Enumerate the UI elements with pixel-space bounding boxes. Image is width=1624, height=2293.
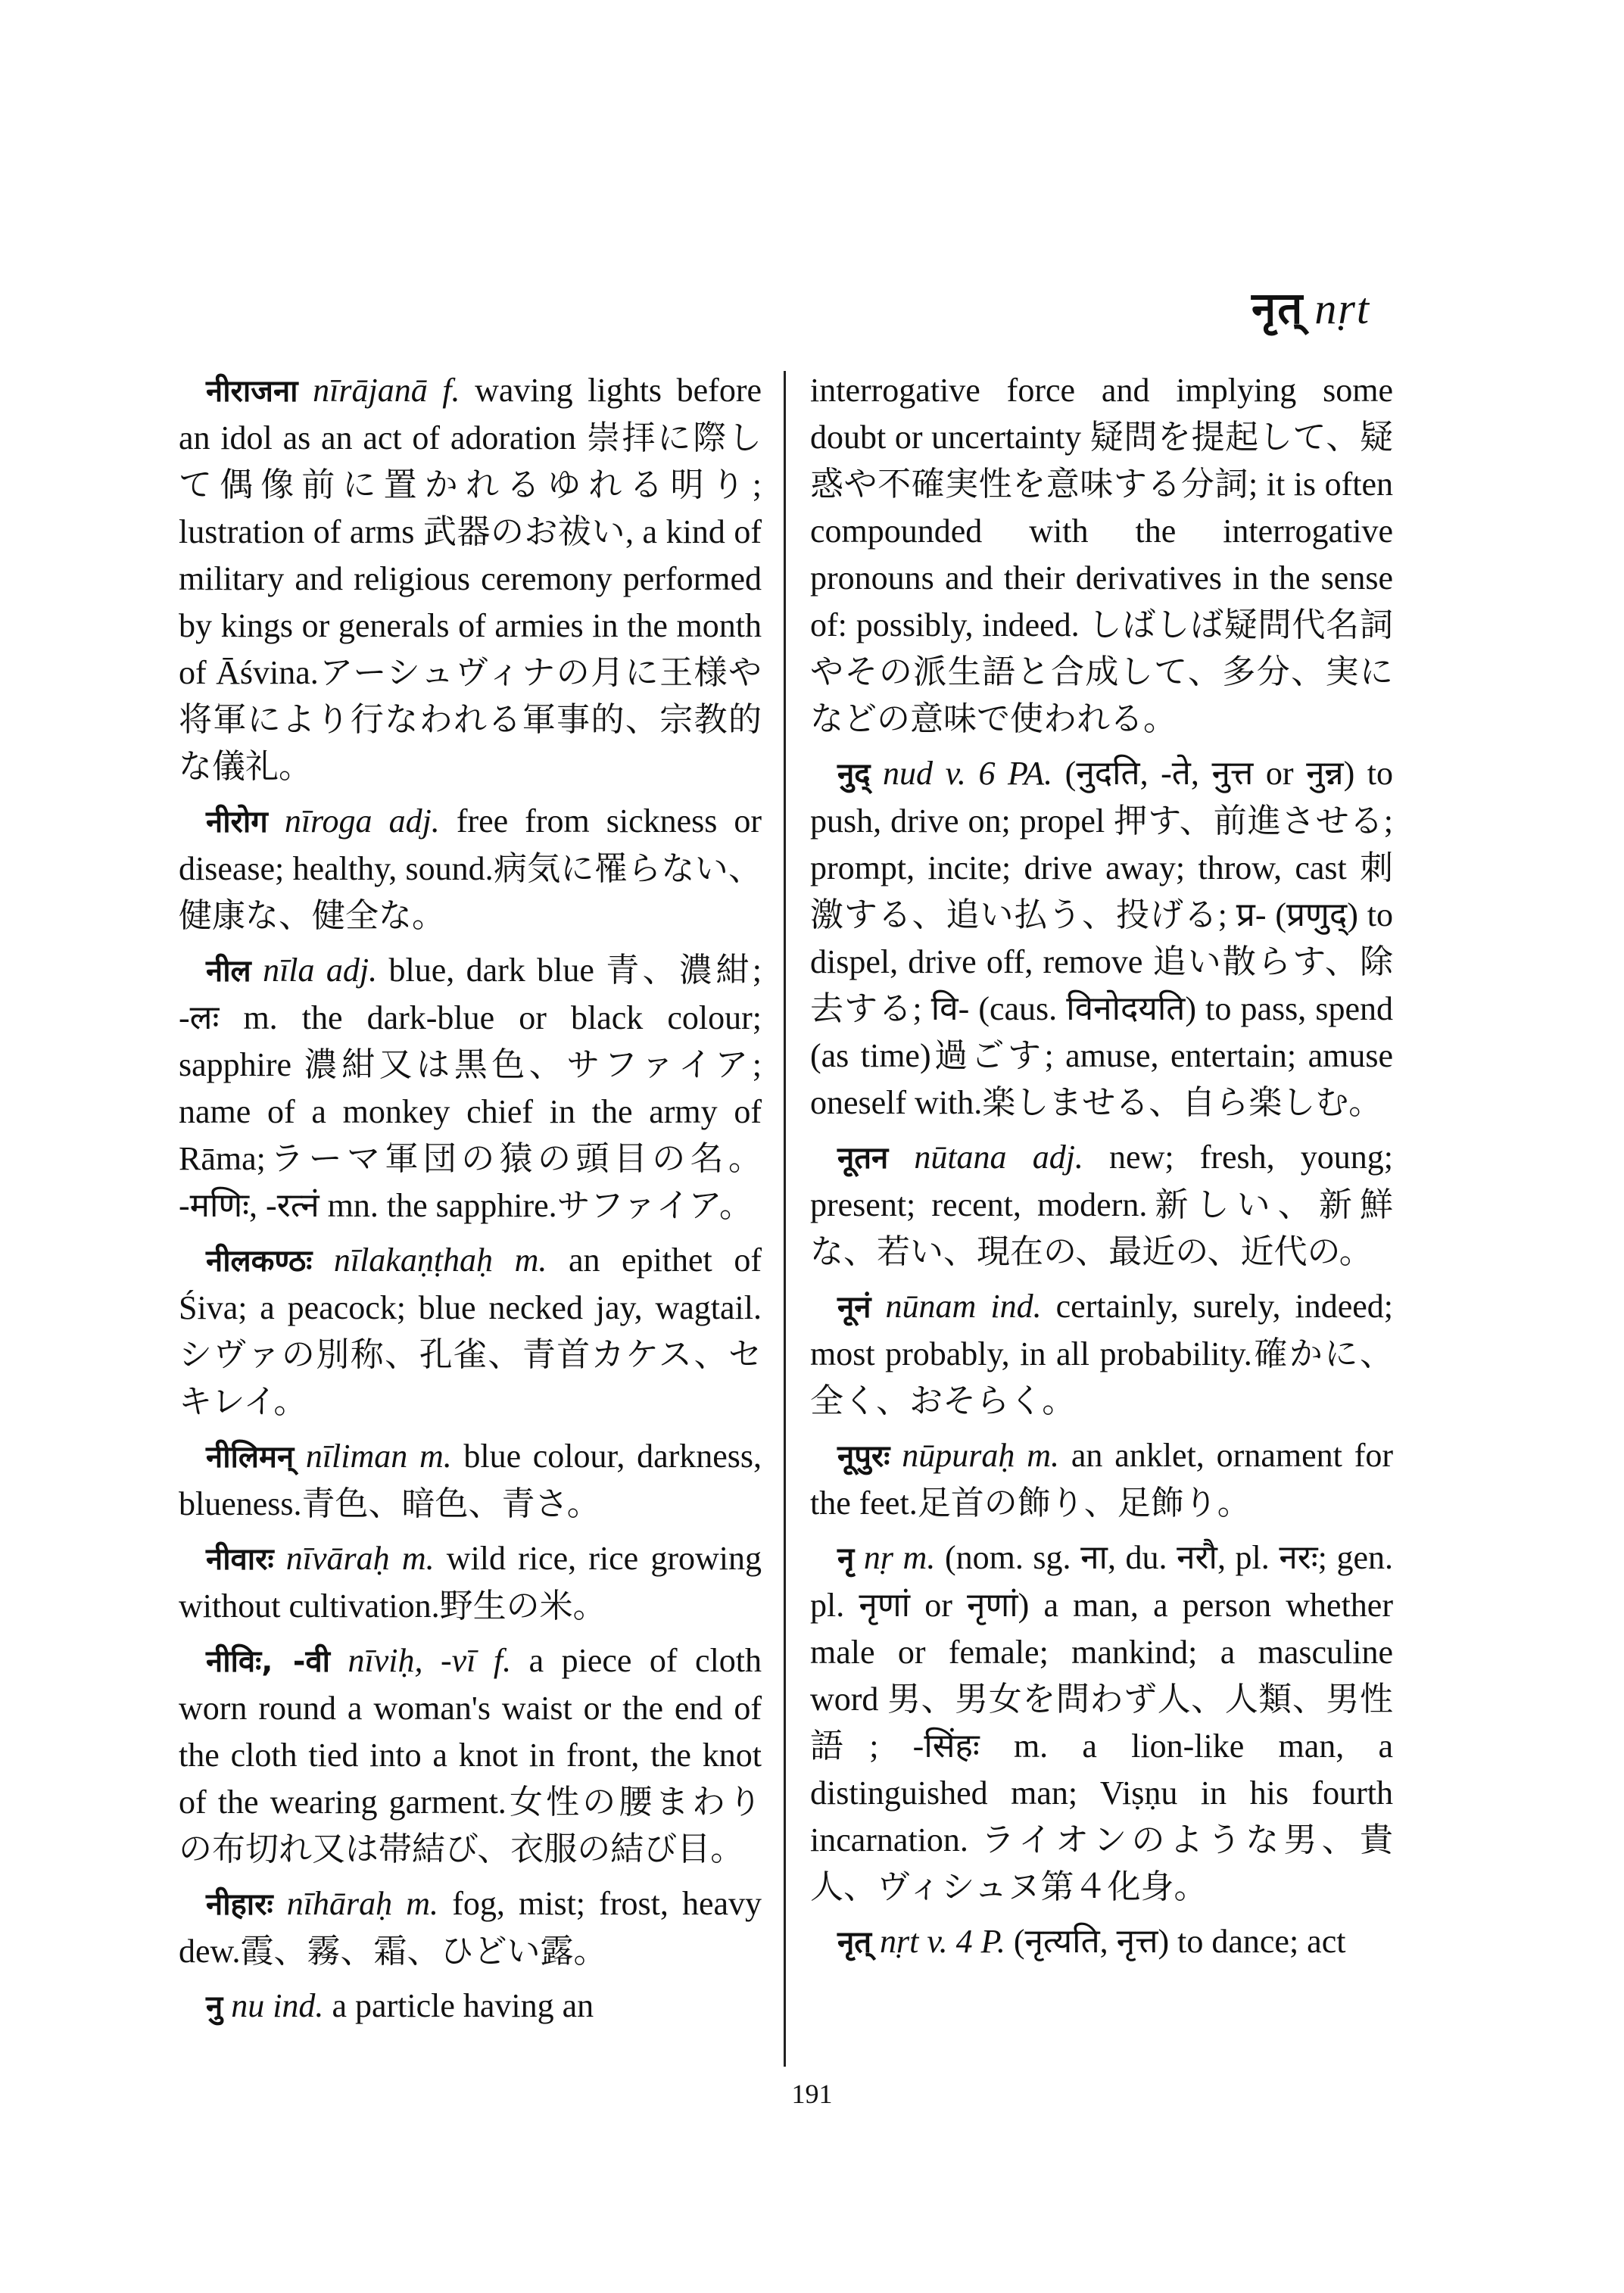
transliteration: nīla	[263, 952, 315, 989]
transliteration: nud	[883, 755, 934, 792]
running-head-devanagari: नृत्	[1252, 282, 1304, 334]
headword: नृ	[837, 1541, 855, 1576]
left-column	[179, 367, 762, 2038]
definition: new; fresh, young; present; recent, modern.新しい、新鮮な、若い、現在の、最近の、近代の。	[810, 1139, 1394, 1270]
transliteration: nīrājanā	[313, 372, 428, 409]
definition: a piece of cloth worn round a woman's waist or the end of the cloth tied into a knot in front, the knot of the wearing garment.女性の腰まわりの布切れ又は帯結び、衣服の結び目。	[179, 1642, 762, 1868]
grammar-label: m.	[401, 1540, 435, 1577]
definition: certainly, surely, indeed; most probably, in all probability.確かに、全く、おそらく。	[810, 1288, 1394, 1419]
definition: wild rice, rice growing without cultivation.野生の米。	[179, 1540, 762, 1625]
headword: नुद्	[837, 757, 871, 792]
definition: an epithet of Śiva; a peacock; blue necked jay, wagtail.シヴァの別称、孔雀、青首カケス、セキレイ。	[179, 1242, 762, 1420]
transliteration: nīvāraḥ	[285, 1540, 390, 1577]
definition: interrogative force and implying some doubt or uncertainty 疑問を提起して、疑惑や不確実性を意味する分詞; it is often compounded with the interrogative pronouns and their derivatives in the sense of: possibly, indeed. しばしば疑問代名詞やその派生語と合成して、多分、実になどの意味で使われる。	[810, 372, 1393, 737]
headword: नु	[206, 1989, 223, 2024]
definition: a particle having an	[332, 1987, 594, 2024]
dictionary-entry-continuation	[810, 367, 1393, 743]
headword: नीवारः	[206, 1542, 274, 1577]
headword: नृत्	[837, 1925, 871, 1960]
definition: fog, mist; frost, heavy dew.霞、霧、霜、ひどい露。	[179, 1885, 762, 1970]
dictionary-entry	[179, 1535, 762, 1630]
grammar-label: f.	[493, 1642, 512, 1679]
headword: नीलकण्ठः	[206, 1244, 313, 1279]
grammar-label: m.	[406, 1885, 439, 1922]
dictionary-entry	[810, 1283, 1393, 1425]
headword: नूतन	[837, 1141, 889, 1176]
dictionary-entry	[179, 1880, 762, 1975]
definition: blue colour, darkness, blueness.青色、暗色、青さ。	[179, 1438, 762, 1522]
dictionary-entry	[179, 1637, 762, 1873]
grammar-label: ind.	[273, 1987, 324, 2024]
transliteration: nīliman	[305, 1438, 408, 1475]
headword: नूनं	[837, 1290, 871, 1325]
dictionary-entry	[810, 1134, 1393, 1276]
dictionary-entry	[810, 1918, 1393, 1966]
transliteration: nūpuraḥ	[902, 1437, 1015, 1474]
dictionary-entry	[810, 1534, 1393, 1911]
transliteration: nūnam	[885, 1288, 977, 1325]
grammar-label: m.	[902, 1539, 936, 1576]
right-column	[810, 367, 1393, 1974]
grammar-label: m.	[419, 1438, 452, 1475]
transliteration: nṛt	[880, 1923, 919, 1960]
definition: waving lights before an idol as an act of adoration 崇拝に際して偶像前に置かれるゆれる明り; lustration of arms 武器のお祓い, a kind of military and religious ceremony performed by kings or generals of armies in the month of Āśvina.アーシュヴィナの月に王様や将軍により行なわれる軍事的、宗教的な儀礼。	[179, 372, 762, 785]
dictionary-entry	[179, 798, 762, 939]
definition: (नुदति, -ते, नुत्त or नुन्न) to push, drive on; propel 押す、前進させる; prompt, incite; drive away; throw, cast 刺激する、追い払う、投げる; प्र- (प्रणुद्) to dispel, drive off, remove 追い散らす、除去する; वि- (caus. विनोदयति) to pass, spend (as time)過ごす; amuse, entertain; amuse oneself with.楽しませる、自ら楽しむ。	[810, 755, 1394, 1121]
transliteration: nīlakaṇṭhaḥ	[333, 1242, 494, 1279]
headword: नीरोग	[206, 805, 268, 840]
definition: blue, dark blue 青、濃紺; -लः m. the dark-blue or black colour; sapphire 濃紺又は黒色、サファイア; name of a monkey chief in the army of Rāma;ラーマ軍団の猿の頭目の名。 -मणिः, -रत्नं mn. the sapphire.サファイア。	[179, 952, 762, 1224]
dictionary-entry	[179, 1433, 762, 1528]
transliteration: nīhāraḥ	[286, 1885, 393, 1922]
transliteration: nūtana	[914, 1139, 1007, 1176]
page-number: 191	[791, 2079, 833, 2109]
transliteration: nīviḥ, -vī	[348, 1642, 476, 1679]
definition: free from sickness or disease; healthy, sound.病気に罹らない、健康な、健全な。	[179, 802, 762, 934]
dictionary-entry	[179, 367, 762, 790]
grammar-label: v. 4 P.	[927, 1923, 1005, 1960]
headword: नीविः, -वी	[206, 1644, 331, 1679]
grammar-label: adj.	[388, 802, 440, 840]
dictionary-entry	[810, 750, 1393, 1126]
definition: an anklet, ornament for the feet.足首の飾り、足飾り。	[810, 1437, 1394, 1522]
grammar-label: adj.	[326, 952, 378, 989]
headword: नीहारः	[206, 1887, 273, 1922]
dictionary-entry	[179, 1983, 762, 2030]
definition: (nom. sg. ना, du. नरौ, pl. नरः; gen. pl. नृणां or नृणां) a man, a person whether male or female; mankind; a masculine word 男、男女を問わず人、人類、男性語; -सिंहः m. a lion-like man, a distinguished man; Viṣṇu in his fourth incarnation. ライオンのような男、貴人、ヴィシュヌ第４化身。	[810, 1539, 1394, 1905]
grammar-label: m.	[1027, 1437, 1060, 1474]
column-divider	[784, 371, 786, 2067]
definition: (नृत्यति, नृत्त) to dance; act	[1013, 1923, 1346, 1960]
transliteration: nīroga	[284, 802, 372, 840]
dictionary-entry	[179, 947, 762, 1229]
running-head	[1252, 276, 1370, 336]
grammar-label: f.	[442, 372, 460, 409]
dictionary-entry	[179, 1237, 762, 1425]
headword: नील	[206, 954, 251, 989]
headword: नूपुरः	[837, 1439, 890, 1474]
transliteration: nu	[231, 1987, 265, 2024]
headword: नीराजना	[206, 374, 298, 409]
grammar-label: m.	[514, 1242, 547, 1279]
dictionary-entry	[810, 1432, 1393, 1527]
grammar-label: ind.	[990, 1288, 1042, 1325]
running-head-latin: nṛt	[1314, 284, 1370, 333]
grammar-label: adj.	[1032, 1139, 1083, 1176]
grammar-label: v. 6 PA.	[945, 755, 1053, 792]
transliteration: nṛ	[863, 1539, 893, 1576]
headword: नीलिमन्	[206, 1440, 295, 1475]
